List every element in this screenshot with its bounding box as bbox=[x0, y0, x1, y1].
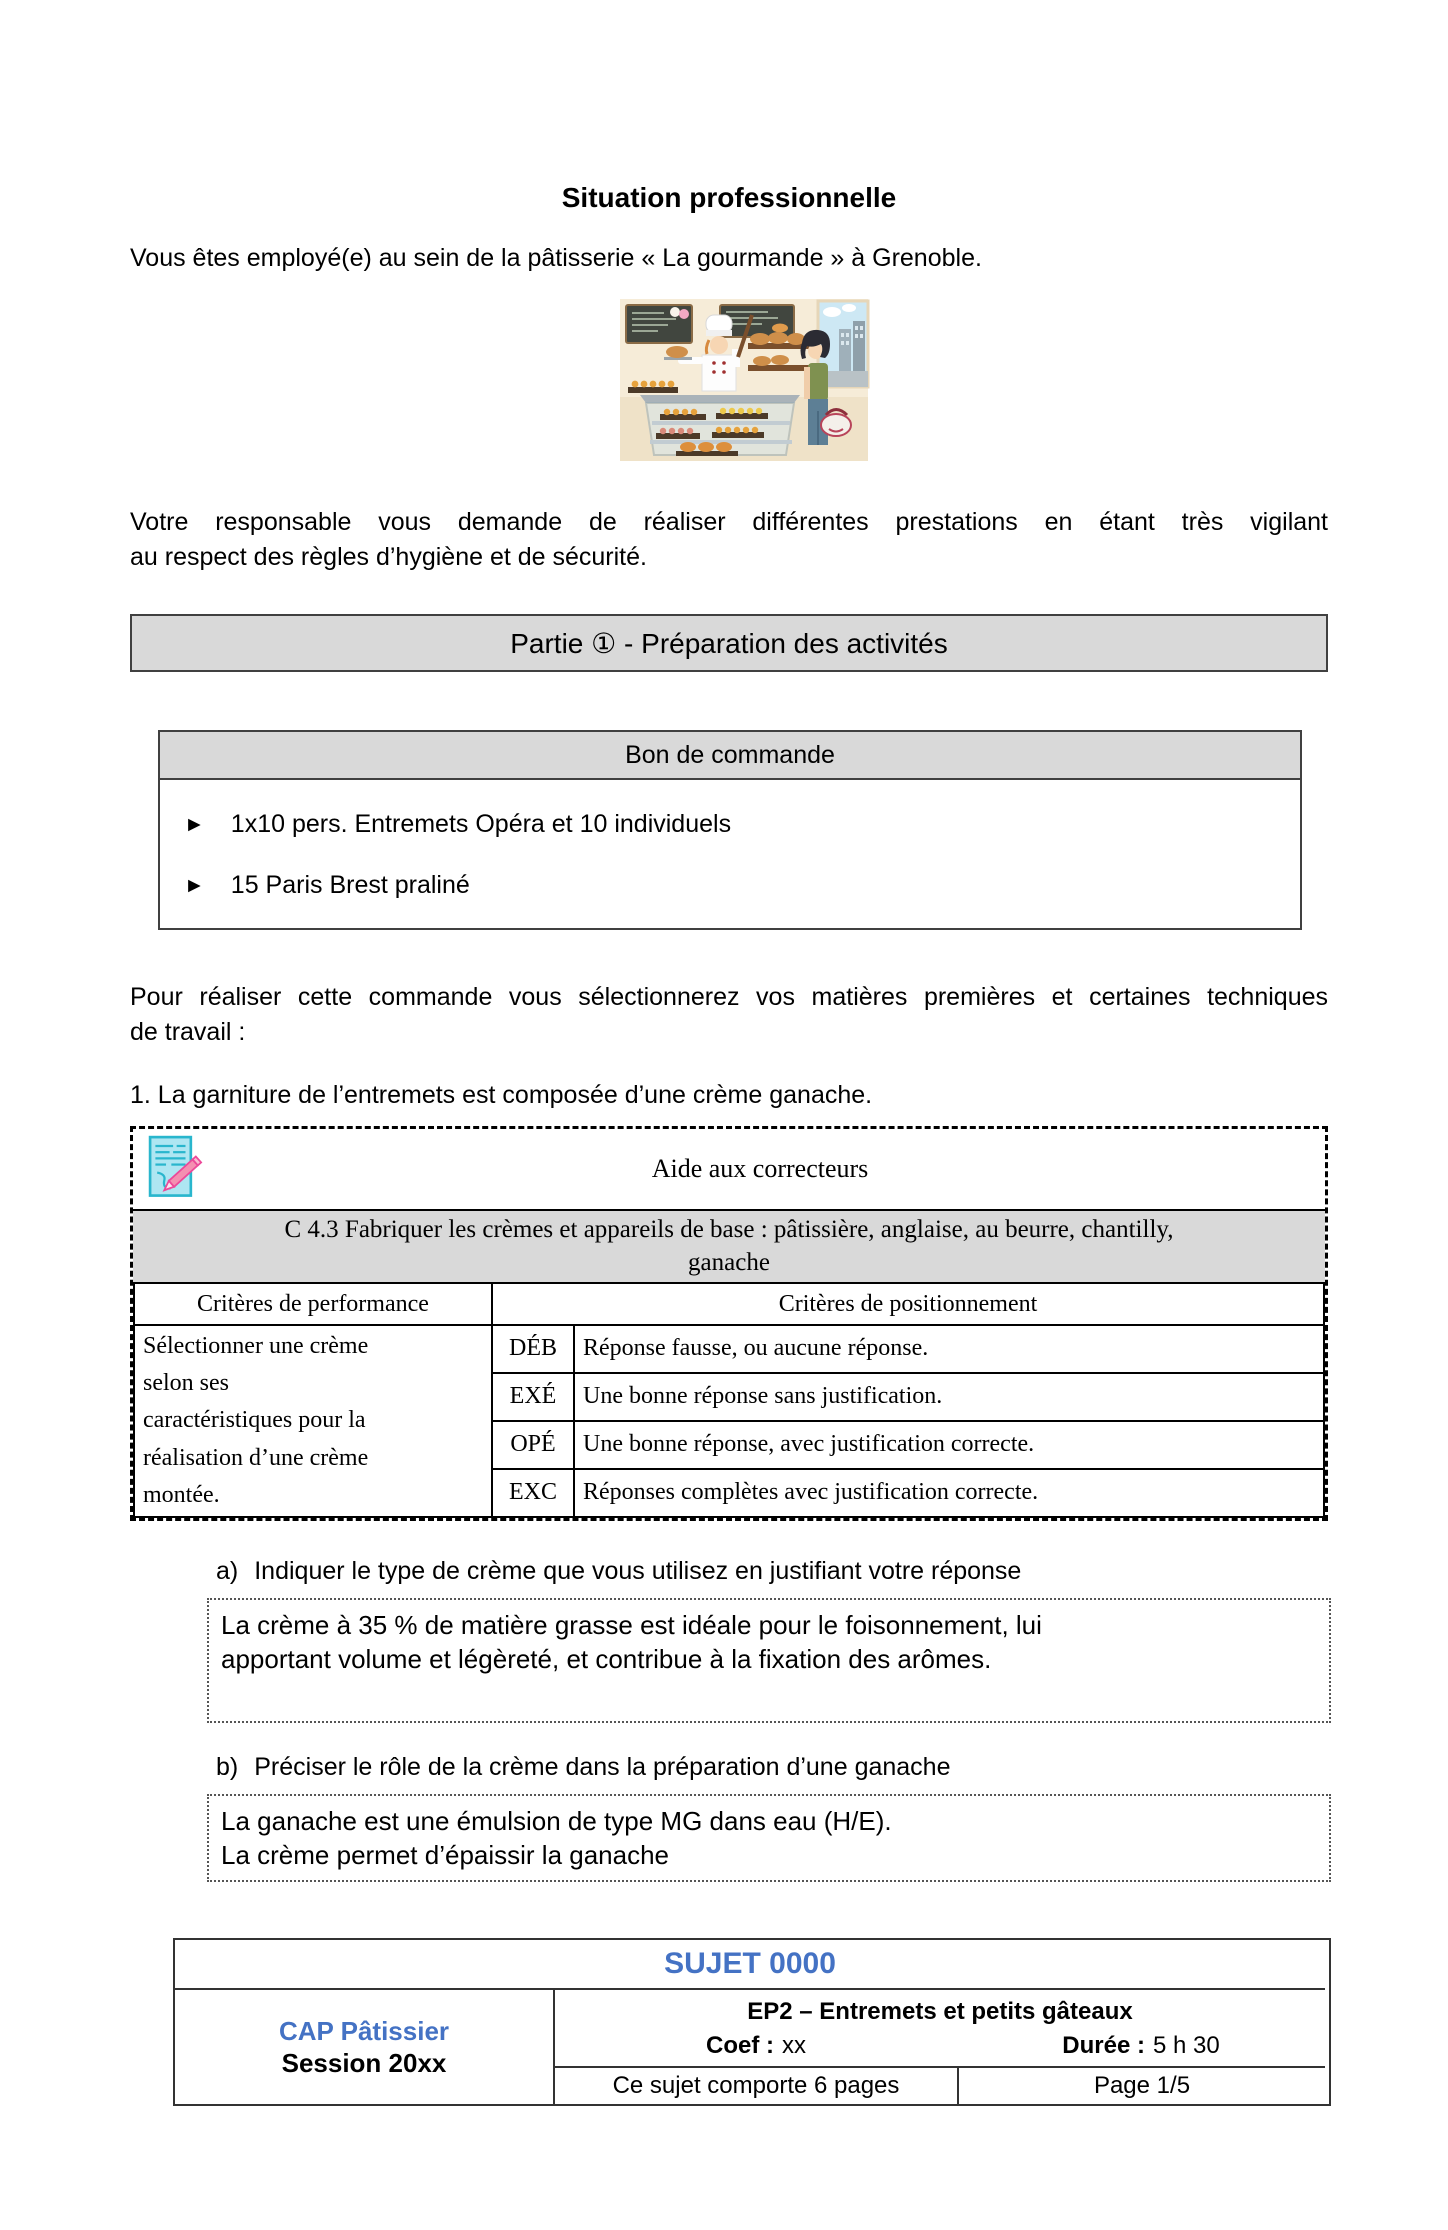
performance-header-cell: Critères de performance bbox=[134, 1283, 492, 1325]
level-code: EXÉ bbox=[492, 1373, 574, 1421]
triangle-bullet-icon: ► bbox=[184, 874, 205, 897]
order-title: Bon de commande bbox=[160, 732, 1300, 780]
duree-value: 5 h 30 bbox=[1152, 2032, 1220, 2060]
notepad-pencil-icon bbox=[143, 1133, 205, 1205]
sujet-title: SUJET 0000 bbox=[175, 1940, 1325, 1990]
level-desc: Réponses complètes avec justification correcte. bbox=[574, 1469, 1324, 1517]
level-desc: Une bonne réponse, avec justification correcte. bbox=[574, 1421, 1324, 1469]
duree-cell bbox=[957, 2026, 1325, 2066]
competence-band: C 4.3 Fabriquer les crèmes et appareils de base : pâtissière, anglaise, au beurre, chantilly, ganache bbox=[133, 1209, 1325, 1282]
patisserie-illustration bbox=[620, 299, 868, 461]
partie-header bbox=[130, 614, 1328, 672]
question-b bbox=[130, 1753, 1328, 1782]
criteria-table bbox=[133, 1282, 1325, 1518]
order-item-text: 15 Paris Brest praliné bbox=[230, 871, 470, 899]
answer-box-b[interactable]: La ganache est une émulsion de type MG dans eau (H/E). La crème permet d’épaissir la ganache bbox=[207, 1794, 1331, 1883]
exam-document-page bbox=[0, 182, 1448, 2230]
order-item bbox=[184, 810, 1280, 839]
pages-note: Ce sujet comporte 6 pages bbox=[555, 2066, 957, 2104]
page-title: Situation professionnelle bbox=[561, 182, 897, 213]
page-number: Page 1/5 bbox=[957, 2066, 1325, 2104]
order-box bbox=[158, 730, 1302, 930]
coef-cell bbox=[555, 2026, 957, 2066]
consigne-text: Pour réaliser cette commande vous sélectionnerez vos matières premières et certaines techniques de travail : bbox=[130, 983, 1328, 1046]
epreuve-title: EP2 – Entremets et petits gâteaux bbox=[747, 1998, 1133, 2026]
coef-label: Coef : bbox=[706, 2032, 774, 2060]
level-code: EXC bbox=[492, 1469, 574, 1517]
question-b-text: Préciser le rôle de la crème dans la préparation d’une ganache bbox=[254, 1752, 951, 1781]
exam-identity-cell bbox=[175, 1990, 555, 2104]
aide-header bbox=[133, 1129, 1325, 1209]
order-body bbox=[160, 780, 1300, 928]
diploma-name: CAP Pâtissier bbox=[278, 2015, 450, 2046]
question-a bbox=[130, 1557, 1328, 1586]
question-a-text: Indiquer le type de crème que vous utilisez en justifiant votre réponse bbox=[254, 1556, 1022, 1585]
level-row bbox=[134, 1325, 1324, 1373]
brief-text: Votre responsable vous demande de réaliser différentes prestations en étant très vigilant au respect des règles d’hygiène et de sécurité. bbox=[130, 508, 1328, 571]
session-label: Session 20xx bbox=[281, 2048, 447, 2079]
partie-title: Partie ① - Préparation des activités bbox=[510, 627, 948, 659]
level-desc: Réponse fausse, ou aucune réponse. bbox=[574, 1325, 1324, 1373]
triangle-bullet-icon: ► bbox=[184, 813, 205, 836]
answer-box-a[interactable]: La crème à 35 % de matière grasse est idéale pour le foisonnement, lui apportant volume et légèreté, et contribue à la fixation des arômes. bbox=[207, 1598, 1331, 1723]
aide-correcteurs-box bbox=[130, 1126, 1328, 1521]
intro-text: Vous êtes employé(e) au sein de la pâtisserie « La gourmande » à Grenoble. bbox=[130, 244, 982, 272]
positionnement-header-cell: Critères de positionnement bbox=[492, 1283, 1324, 1325]
performance-cell: Sélectionner une crème selon ses caractéristiques pour la réalisation d’une crème montée. bbox=[134, 1325, 492, 1517]
level-code: OPÉ bbox=[492, 1421, 574, 1469]
order-item-text: 1x10 pers. Entremets Opéra et 10 individuels bbox=[230, 810, 732, 838]
question-a-label: a) bbox=[216, 1556, 239, 1585]
criteria-header-row bbox=[134, 1283, 1324, 1325]
coef-value: xx bbox=[782, 2032, 806, 2060]
question-1: 1. La garniture de l’entremets est composée d’une crème ganache. bbox=[130, 1081, 873, 1109]
aide-title: Aide aux correcteurs bbox=[651, 1154, 869, 1183]
question-b-label: b) bbox=[216, 1752, 239, 1781]
order-item bbox=[184, 871, 1280, 900]
level-code: DÉB bbox=[492, 1325, 574, 1373]
footer-table bbox=[173, 1938, 1331, 2106]
level-desc: Une bonne réponse sans justification. bbox=[574, 1373, 1324, 1421]
duree-label: Durée : bbox=[1062, 2032, 1145, 2060]
